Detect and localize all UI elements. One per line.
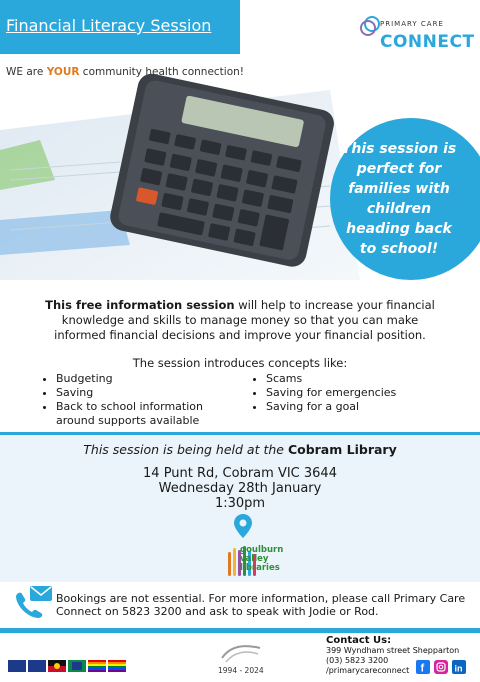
- concepts-list-left: [40, 372, 240, 428]
- library-logo-line: libraries: [240, 563, 280, 573]
- tagline-start: WE are: [6, 66, 47, 78]
- location-pin-icon: [234, 514, 252, 538]
- contact-heading: Contact Us:: [326, 635, 392, 646]
- venue-heading: [0, 442, 480, 457]
- social-icons: [414, 660, 470, 674]
- anniversary-logo: [218, 640, 264, 666]
- list-item: • Scams: [266, 372, 450, 386]
- logo-wordmark: CONNECT: [380, 32, 475, 52]
- svg-text:f: f: [420, 662, 425, 674]
- list-item: • Back to school information around supports available: [56, 400, 240, 428]
- phone-email-icon: [12, 584, 54, 618]
- venue-address: 14 Punt Rd, Cobram VIC 3644: [143, 466, 337, 481]
- list-item: • Budgeting: [56, 372, 240, 386]
- contact-phone: (03) 5823 3200: [326, 656, 389, 665]
- intro-lead: This free information session: [45, 298, 235, 312]
- social-handle: /primarycareconnect: [326, 666, 410, 675]
- contact-address: 399 Wyndham street Shepparton: [326, 646, 460, 655]
- library-logo-line: goulburn: [240, 545, 284, 555]
- callout-circle: [330, 118, 480, 280]
- tagline-end: community health connection!: [79, 66, 244, 78]
- svg-text:in: in: [454, 663, 463, 674]
- event-time: 1:30pm: [214, 496, 266, 511]
- intro-body: will help to increase your financial knowledge and skills to manage money so that you can make informed financial decisions and improve your financial position.: [54, 298, 435, 342]
- library-logo-line: valley: [240, 554, 269, 564]
- venue-prefix: This session is being held at the: [83, 442, 288, 457]
- list-item: • Saving for a goal: [266, 400, 450, 414]
- list-item: • Saving: [56, 386, 240, 400]
- venue-name: Cobram Library: [287, 442, 397, 457]
- venue-divider: [0, 432, 480, 435]
- concepts-list-right: [250, 372, 450, 414]
- callout-text: This session is perfect for families with children heading back to school!: [341, 141, 457, 257]
- linkedin-icon: [452, 660, 466, 674]
- instagram-icon: [434, 660, 448, 674]
- footer-divider: [0, 628, 480, 633]
- intro-paragraph: [40, 298, 440, 343]
- library-logo-text: [240, 546, 283, 573]
- facebook-icon: [416, 660, 430, 674]
- tagline-emphasis: YOUR: [46, 66, 80, 78]
- event-details: [0, 466, 480, 511]
- page-title: Financial Literacy Session: [6, 16, 212, 35]
- logo-subtitle: PRIMARY CARE: [380, 20, 444, 28]
- flags-icon: [8, 660, 128, 672]
- event-date: Wednesday 28th January: [158, 481, 322, 496]
- bookings-info: Bookings are not essential. For more information, please call Primary Care Connect on 5823 3200 and ask to speak with Jodie or Rod.: [56, 592, 466, 618]
- anniversary-years: 1994 - 2024: [218, 666, 264, 675]
- list-item: • Saving for emergencies: [266, 386, 450, 400]
- concepts-heading: The session introduces concepts like:: [132, 356, 348, 370]
